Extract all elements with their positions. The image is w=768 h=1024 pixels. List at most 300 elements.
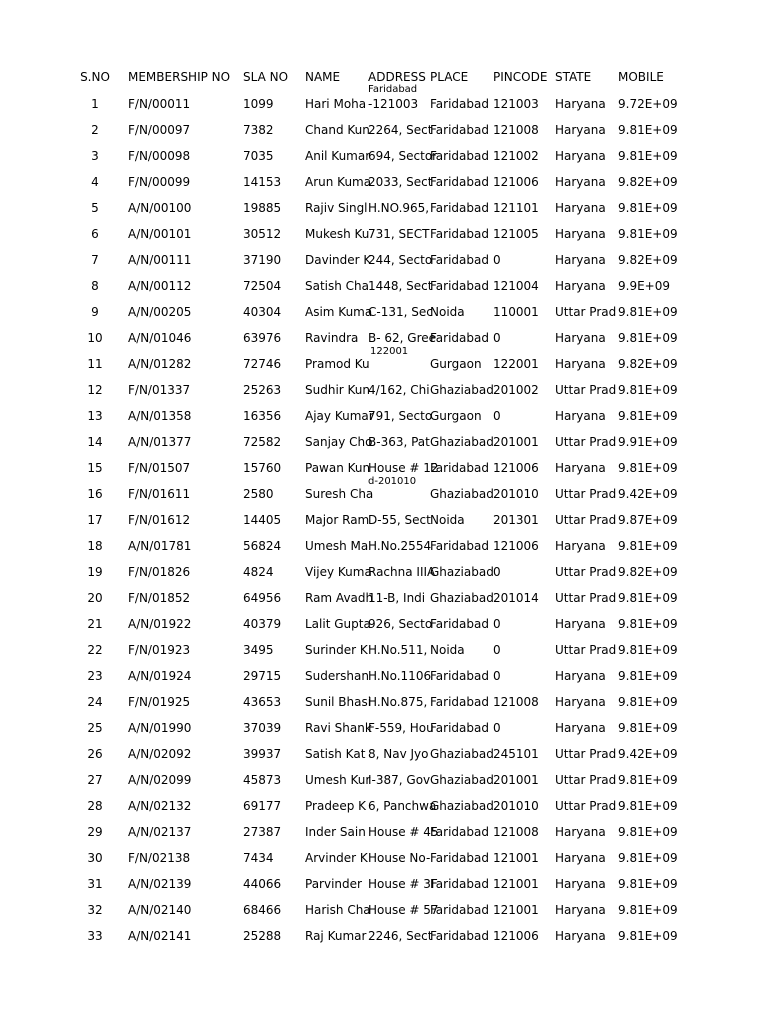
cell-sla-no: 39937 bbox=[243, 747, 282, 761]
cell-sno: 16 bbox=[87, 487, 103, 501]
cell-place: Faridabad bbox=[430, 97, 489, 111]
cell-mobile: 9.81E+09 bbox=[618, 929, 678, 943]
cell-sno: 17 bbox=[87, 513, 103, 527]
table-row bbox=[0, 273, 768, 299]
cell-mobile: 9.81E+09 bbox=[618, 539, 678, 553]
cell-name: Ram Avadh bbox=[305, 591, 374, 605]
cell-sno: 5 bbox=[91, 201, 99, 215]
cell-mobile: 9.81E+09 bbox=[618, 721, 678, 735]
cell-address: D-55, Sect bbox=[368, 513, 431, 527]
table-row bbox=[0, 221, 768, 247]
cell-pincode: 245101 bbox=[493, 747, 539, 761]
cell-pincode: 121002 bbox=[493, 149, 539, 163]
cell-sno: 11 bbox=[87, 357, 103, 371]
cell-pincode: 201002 bbox=[493, 383, 539, 397]
cell-address: House # 57 bbox=[368, 903, 439, 917]
table-row bbox=[0, 741, 768, 767]
table-row bbox=[0, 637, 768, 663]
cell-mobile: 9.81E+09 bbox=[618, 149, 678, 163]
cell-address: 11-B, Indi bbox=[368, 591, 426, 605]
cell-name: Parvinder bbox=[305, 877, 362, 891]
cell-membership-no: F/N/01337 bbox=[128, 383, 191, 397]
cell-membership-no: F/N/01826 bbox=[128, 565, 191, 579]
cell-mobile: 9.81E+09 bbox=[618, 305, 678, 319]
cell-sla-no: 7382 bbox=[243, 123, 274, 137]
cell-state: Haryana bbox=[555, 903, 606, 917]
cell-sno: 18 bbox=[87, 539, 103, 553]
cell-place: Noida bbox=[430, 305, 465, 319]
cell-place: Noida bbox=[430, 513, 465, 527]
table-row bbox=[0, 143, 768, 169]
cell-state: Haryana bbox=[555, 877, 606, 891]
cell-place: Gurgaon bbox=[430, 357, 482, 371]
cell-state: Haryana bbox=[555, 253, 606, 267]
cell-state: Haryana bbox=[555, 357, 606, 371]
cell-name: Sudershan bbox=[305, 669, 369, 683]
cell-mobile: 9.81E+09 bbox=[618, 643, 678, 657]
cell-mobile: 9.81E+09 bbox=[618, 409, 678, 423]
cell-state: Haryana bbox=[555, 279, 606, 293]
table-row bbox=[0, 585, 768, 611]
cell-pincode: 0 bbox=[493, 721, 501, 735]
cell-place: Faridabad bbox=[430, 201, 489, 215]
cell-membership-no: A/N/01377 bbox=[128, 435, 192, 449]
cell-sno: 32 bbox=[87, 903, 103, 917]
cell-name: Suresh Cha bbox=[305, 487, 374, 501]
cell-address: H.NO.965, bbox=[368, 201, 430, 215]
cell-address: 2033, Sect bbox=[368, 175, 433, 189]
cell-state: Haryana bbox=[555, 851, 606, 865]
cell-sla-no: 43653 bbox=[243, 695, 282, 709]
cell-pincode: 201001 bbox=[493, 435, 539, 449]
cell-sla-no: 25263 bbox=[243, 383, 282, 397]
cell-sno: 19 bbox=[87, 565, 103, 579]
cell-mobile: 9.81E+09 bbox=[618, 669, 678, 683]
cell-pincode: 110001 bbox=[493, 305, 539, 319]
cell-sno: 31 bbox=[87, 877, 103, 891]
cell-place: Ghaziabad bbox=[430, 383, 494, 397]
cell-sno: 1 bbox=[91, 97, 99, 111]
cell-membership-no: A/N/02141 bbox=[128, 929, 192, 943]
cell-mobile: 9.82E+09 bbox=[618, 565, 678, 579]
cell-sno: 25 bbox=[87, 721, 103, 735]
cell-membership-no: A/N/02137 bbox=[128, 825, 192, 839]
table-row bbox=[0, 533, 768, 559]
cell-sno: 13 bbox=[87, 409, 103, 423]
table-row bbox=[0, 897, 768, 923]
cell-place: Faridabad bbox=[430, 123, 489, 137]
cell-place: Ghaziabad bbox=[430, 747, 494, 761]
cell-sno: 15 bbox=[87, 461, 103, 475]
cell-place: Faridabad bbox=[430, 175, 489, 189]
cell-name: Ravindra bbox=[305, 331, 359, 345]
cell-place: Faridabad bbox=[430, 695, 489, 709]
cell-membership-no: A/N/02092 bbox=[128, 747, 192, 761]
cell-sno: 27 bbox=[87, 773, 103, 787]
cell-mobile: 9.82E+09 bbox=[618, 253, 678, 267]
cell-pincode: 121001 bbox=[493, 877, 539, 891]
cell-sla-no: 72504 bbox=[243, 279, 282, 293]
cell-sno: 30 bbox=[87, 851, 103, 865]
cell-sla-no: 37039 bbox=[243, 721, 282, 735]
cell-sla-no: 30512 bbox=[243, 227, 282, 241]
cell-place: Faridabad bbox=[430, 279, 489, 293]
cell-sla-no: 40379 bbox=[243, 617, 282, 631]
table-row bbox=[0, 767, 768, 793]
cell-address: 1448, Sect bbox=[368, 279, 433, 293]
cell-address: H.No.875, bbox=[368, 695, 428, 709]
cell-address: 731, SECT bbox=[368, 227, 430, 241]
cell-name: Rajiv Singl bbox=[305, 201, 368, 215]
cell-place: Faridabad bbox=[430, 461, 489, 475]
cell-membership-no: A/N/01781 bbox=[128, 539, 192, 553]
cell-state: Haryana bbox=[555, 825, 606, 839]
cell-sno: 22 bbox=[87, 643, 103, 657]
cell-mobile: 9.42E+09 bbox=[618, 747, 678, 761]
cell-membership-no: A/N/00112 bbox=[128, 279, 192, 293]
cell-address: Rachna IIIA bbox=[368, 565, 436, 579]
cell-sno: 4 bbox=[91, 175, 99, 189]
cell-sno: 14 bbox=[87, 435, 103, 449]
cell-mobile: 9.81E+09 bbox=[618, 799, 678, 813]
address-overflow-text: d-201010 bbox=[368, 476, 417, 487]
header-address: ADDRESS bbox=[368, 70, 426, 84]
cell-membership-no: A/N/02132 bbox=[128, 799, 192, 813]
cell-mobile: 9.82E+09 bbox=[618, 357, 678, 371]
cell-name: Surinder K bbox=[305, 643, 368, 657]
cell-mobile: 9.81E+09 bbox=[618, 383, 678, 397]
cell-address: 4/162, Chi bbox=[368, 383, 430, 397]
cell-membership-no: F/N/00097 bbox=[128, 123, 191, 137]
cell-address: -121003 bbox=[368, 97, 419, 111]
cell-state: Haryana bbox=[555, 97, 606, 111]
address-overflow-text: 122001 bbox=[370, 346, 409, 357]
cell-sla-no: 7434 bbox=[243, 851, 274, 865]
cell-membership-no: A/N/01358 bbox=[128, 409, 192, 423]
cell-membership-no: F/N/00099 bbox=[128, 175, 191, 189]
cell-pincode: 0 bbox=[493, 669, 501, 683]
cell-name: Inder Sain bbox=[305, 825, 366, 839]
cell-sno: 3 bbox=[91, 149, 99, 163]
cell-name: Ajay Kumar bbox=[305, 409, 374, 423]
cell-place: Ghaziabad bbox=[430, 773, 494, 787]
cell-state: Uttar Prad bbox=[555, 747, 617, 761]
cell-address: House # 3F bbox=[368, 877, 438, 891]
cell-mobile: 9.72E+09 bbox=[618, 97, 678, 111]
table-row bbox=[0, 663, 768, 689]
cell-membership-no: F/N/01612 bbox=[128, 513, 191, 527]
table-row bbox=[0, 507, 768, 533]
cell-address: C-131, Sec bbox=[368, 305, 433, 319]
cell-membership-no: A/N/02099 bbox=[128, 773, 192, 787]
cell-name: Davinder K bbox=[305, 253, 372, 267]
cell-place: Ghaziabad bbox=[430, 799, 494, 813]
table-row bbox=[0, 117, 768, 143]
cell-sno: 7 bbox=[91, 253, 99, 267]
cell-name: Chand Kun bbox=[305, 123, 370, 137]
cell-membership-no: A/N/00100 bbox=[128, 201, 192, 215]
cell-pincode: 121001 bbox=[493, 851, 539, 865]
cell-sla-no: 64956 bbox=[243, 591, 282, 605]
cell-sno: 29 bbox=[87, 825, 103, 839]
cell-pincode: 201010 bbox=[493, 799, 539, 813]
cell-name: Anil Kumar bbox=[305, 149, 371, 163]
table-row bbox=[0, 403, 768, 429]
cell-state: Haryana bbox=[555, 227, 606, 241]
cell-place: Noida bbox=[430, 643, 465, 657]
table-row bbox=[0, 299, 768, 325]
cell-state: Haryana bbox=[555, 721, 606, 735]
cell-pincode: 0 bbox=[493, 643, 501, 657]
cell-sno: 10 bbox=[87, 331, 103, 345]
cell-pincode: 201301 bbox=[493, 513, 539, 527]
cell-mobile: 9.42E+09 bbox=[618, 487, 678, 501]
cell-place: Faridabad bbox=[430, 877, 489, 891]
cell-sla-no: 25288 bbox=[243, 929, 282, 943]
cell-pincode: 121006 bbox=[493, 539, 539, 553]
table-row bbox=[0, 871, 768, 897]
cell-address: 2264, Sect bbox=[368, 123, 433, 137]
cell-name: Arvinder K bbox=[305, 851, 368, 865]
table-row bbox=[0, 429, 768, 455]
cell-state: Uttar Prad bbox=[555, 435, 617, 449]
cell-sno: 12 bbox=[87, 383, 103, 397]
cell-name: Pramod Ku bbox=[305, 357, 370, 371]
header-name: NAME bbox=[305, 70, 341, 84]
cell-state: Uttar Prad bbox=[555, 565, 617, 579]
cell-sla-no: 2580 bbox=[243, 487, 274, 501]
table-row bbox=[0, 793, 768, 819]
cell-sla-no: 14405 bbox=[243, 513, 282, 527]
cell-sla-no: 14153 bbox=[243, 175, 282, 189]
cell-place: Faridabad bbox=[430, 331, 489, 345]
cell-pincode: 121004 bbox=[493, 279, 539, 293]
cell-place: Faridabad bbox=[430, 825, 489, 839]
table-row bbox=[0, 689, 768, 715]
cell-name: Hari Moha bbox=[305, 97, 367, 111]
cell-pincode: 121001 bbox=[493, 903, 539, 917]
cell-pincode: 201001 bbox=[493, 773, 539, 787]
cell-sla-no: 16356 bbox=[243, 409, 282, 423]
cell-sla-no: 27387 bbox=[243, 825, 282, 839]
cell-place: Faridabad bbox=[430, 721, 489, 735]
cell-sno: 9 bbox=[91, 305, 99, 319]
cell-state: Uttar Prad bbox=[555, 799, 617, 813]
cell-sla-no: 1099 bbox=[243, 97, 274, 111]
cell-mobile: 9.81E+09 bbox=[618, 617, 678, 631]
cell-state: Uttar Prad bbox=[555, 383, 617, 397]
cell-name: Raj Kumar bbox=[305, 929, 367, 943]
table-row bbox=[0, 611, 768, 637]
cell-mobile: 9.81E+09 bbox=[618, 591, 678, 605]
cell-pincode: 0 bbox=[493, 565, 501, 579]
cell-name: Umesh Ma bbox=[305, 539, 369, 553]
cell-pincode: 121006 bbox=[493, 175, 539, 189]
cell-sla-no: 56824 bbox=[243, 539, 282, 553]
cell-mobile: 9.81E+09 bbox=[618, 851, 678, 865]
cell-membership-no: A/N/00101 bbox=[128, 227, 192, 241]
header-membership-no: MEMBERSHIP NO bbox=[128, 70, 231, 84]
cell-mobile: 9.87E+09 bbox=[618, 513, 678, 527]
cell-pincode: 0 bbox=[493, 253, 501, 267]
cell-name: Mukesh Ku bbox=[305, 227, 370, 241]
table-row bbox=[0, 715, 768, 741]
cell-mobile: 9.9E+09 bbox=[618, 279, 670, 293]
table-row bbox=[0, 195, 768, 221]
cell-place: Ghaziabad bbox=[430, 435, 494, 449]
cell-sno: 8 bbox=[91, 279, 99, 293]
cell-mobile: 9.82E+09 bbox=[618, 175, 678, 189]
cell-state: Haryana bbox=[555, 617, 606, 631]
cell-membership-no: F/N/02138 bbox=[128, 851, 191, 865]
cell-mobile: 9.81E+09 bbox=[618, 201, 678, 215]
cell-state: Haryana bbox=[555, 123, 606, 137]
cell-address: B-363, Pat bbox=[368, 435, 430, 449]
cell-state: Haryana bbox=[555, 539, 606, 553]
cell-address: House # 12 bbox=[368, 461, 439, 475]
cell-place: Gurgaon bbox=[430, 409, 482, 423]
cell-membership-no: A/N/01990 bbox=[128, 721, 192, 735]
cell-sla-no: 19885 bbox=[243, 201, 282, 215]
cell-state: Uttar Prad bbox=[555, 513, 617, 527]
cell-sla-no: 4824 bbox=[243, 565, 274, 579]
table-row bbox=[0, 923, 768, 949]
cell-state: Uttar Prad bbox=[555, 591, 617, 605]
cell-pincode: 121003 bbox=[493, 97, 539, 111]
cell-state: Haryana bbox=[555, 695, 606, 709]
cell-sno: 28 bbox=[87, 799, 103, 813]
cell-address: H.No.511, bbox=[368, 643, 428, 657]
cell-sla-no: 15760 bbox=[243, 461, 282, 475]
cell-mobile: 9.81E+09 bbox=[618, 825, 678, 839]
cell-membership-no: F/N/01925 bbox=[128, 695, 191, 709]
cell-sno: 24 bbox=[87, 695, 103, 709]
cell-membership-no: A/N/00111 bbox=[128, 253, 192, 267]
cell-name: Pawan Kun bbox=[305, 461, 371, 475]
cell-sno: 33 bbox=[87, 929, 103, 943]
cell-pincode: 121008 bbox=[493, 695, 539, 709]
cell-pincode: 121008 bbox=[493, 825, 539, 839]
cell-sla-no: 68466 bbox=[243, 903, 282, 917]
cell-place: Faridabad bbox=[430, 617, 489, 631]
table-row bbox=[0, 845, 768, 871]
cell-mobile: 9.81E+09 bbox=[618, 903, 678, 917]
cell-place: Faridabad bbox=[430, 227, 489, 241]
cell-membership-no: A/N/02140 bbox=[128, 903, 192, 917]
cell-membership-no: A/N/01046 bbox=[128, 331, 192, 345]
cell-sla-no: 7035 bbox=[243, 149, 274, 163]
cell-address: 2246, Sect bbox=[368, 929, 433, 943]
cell-name: Satish Cha bbox=[305, 279, 370, 293]
cell-sla-no: 45873 bbox=[243, 773, 282, 787]
cell-address: F-559, Hou bbox=[368, 721, 434, 735]
cell-name: Asim Kuma bbox=[305, 305, 373, 319]
cell-sno: 23 bbox=[87, 669, 103, 683]
cell-name: Satish Kat bbox=[305, 747, 366, 761]
cell-address: H.No.2554 bbox=[368, 539, 432, 553]
cell-pincode: 201014 bbox=[493, 591, 539, 605]
cell-address: I-387, Gov bbox=[368, 773, 431, 787]
cell-place: Faridabad bbox=[430, 669, 489, 683]
cell-address: 8, Nav Jyo bbox=[368, 747, 429, 761]
header-pincode: PINCODE bbox=[493, 70, 548, 84]
cell-membership-no: F/N/01923 bbox=[128, 643, 191, 657]
cell-pincode: 121008 bbox=[493, 123, 539, 137]
cell-address: House No- bbox=[368, 851, 431, 865]
cell-state: Haryana bbox=[555, 331, 606, 345]
cell-membership-no: A/N/01282 bbox=[128, 357, 192, 371]
cell-state: Haryana bbox=[555, 175, 606, 189]
cell-pincode: 122001 bbox=[493, 357, 539, 371]
table-row bbox=[0, 377, 768, 403]
cell-sno: 26 bbox=[87, 747, 103, 761]
cell-mobile: 9.91E+09 bbox=[618, 435, 678, 449]
cell-membership-no: F/N/00011 bbox=[128, 97, 191, 111]
cell-sla-no: 69177 bbox=[243, 799, 282, 813]
cell-place: Ghaziabad bbox=[430, 487, 494, 501]
cell-pincode: 0 bbox=[493, 617, 501, 631]
cell-place: Faridabad bbox=[430, 149, 489, 163]
header-state: STATE bbox=[555, 70, 592, 84]
cell-membership-no: A/N/01924 bbox=[128, 669, 192, 683]
cell-sla-no: 72746 bbox=[243, 357, 282, 371]
cell-membership-no: A/N/02139 bbox=[128, 877, 192, 891]
cell-pincode: 121005 bbox=[493, 227, 539, 241]
cell-pincode: 121101 bbox=[493, 201, 539, 215]
cell-sla-no: 37190 bbox=[243, 253, 282, 267]
cell-sno: 20 bbox=[87, 591, 103, 605]
cell-name: Sunil Bhasi bbox=[305, 695, 372, 709]
cell-state: Haryana bbox=[555, 669, 606, 683]
cell-state: Haryana bbox=[555, 201, 606, 215]
cell-sno: 6 bbox=[91, 227, 99, 241]
cell-mobile: 9.81E+09 bbox=[618, 331, 678, 345]
address-overflow-text: Faridabad bbox=[368, 84, 418, 95]
cell-mobile: 9.81E+09 bbox=[618, 227, 678, 241]
cell-state: Uttar Prad bbox=[555, 305, 617, 319]
cell-mobile: 9.81E+09 bbox=[618, 695, 678, 709]
cell-name: Umesh Kur bbox=[305, 773, 371, 787]
cell-name: Lalit Gupta bbox=[305, 617, 371, 631]
cell-address: House # 45 bbox=[368, 825, 439, 839]
cell-pincode: 201010 bbox=[493, 487, 539, 501]
cell-state: Uttar Prad bbox=[555, 773, 617, 787]
cell-address: 244, Secto bbox=[368, 253, 433, 267]
cell-membership-no: F/N/01852 bbox=[128, 591, 191, 605]
cell-sno: 2 bbox=[91, 123, 99, 137]
cell-membership-no: A/N/00205 bbox=[128, 305, 192, 319]
header-sla-no: SLA NO bbox=[243, 70, 289, 84]
header-mobile: MOBILE bbox=[618, 70, 664, 84]
cell-sla-no: 40304 bbox=[243, 305, 282, 319]
cell-place: Faridabad bbox=[430, 929, 489, 943]
cell-pincode: 0 bbox=[493, 409, 501, 423]
cell-name: Harish Cha bbox=[305, 903, 371, 917]
cell-name: Ravi Shank bbox=[305, 721, 372, 735]
cell-pincode: 121006 bbox=[493, 929, 539, 943]
cell-mobile: 9.81E+09 bbox=[618, 877, 678, 891]
cell-sla-no: 3495 bbox=[243, 643, 274, 657]
cell-place: Faridabad bbox=[430, 903, 489, 917]
cell-mobile: 9.81E+09 bbox=[618, 123, 678, 137]
cell-address: 791, Secto bbox=[368, 409, 433, 423]
cell-address: 694, Sector bbox=[368, 149, 438, 163]
cell-place: Ghaziabad bbox=[430, 565, 494, 579]
cell-address: B- 62, Gree bbox=[368, 331, 437, 345]
cell-pincode: 0 bbox=[493, 331, 501, 345]
cell-mobile: 9.81E+09 bbox=[618, 461, 678, 475]
cell-state: Uttar Prad bbox=[555, 643, 617, 657]
